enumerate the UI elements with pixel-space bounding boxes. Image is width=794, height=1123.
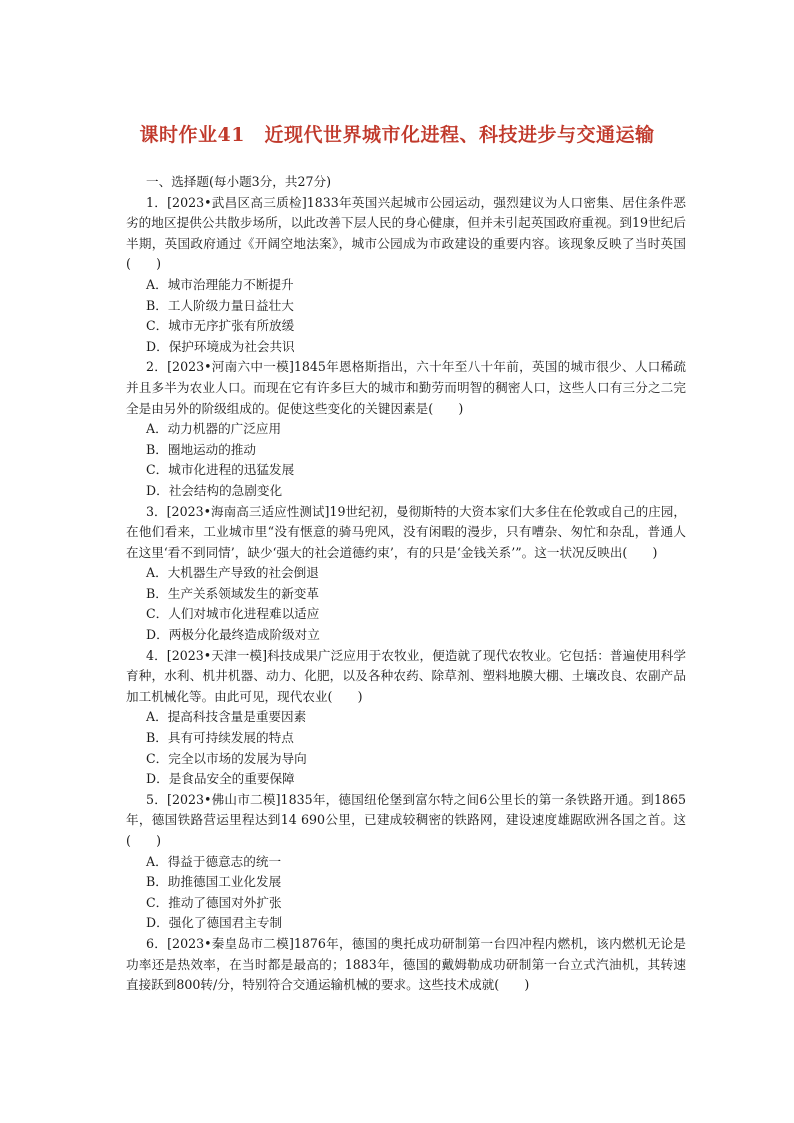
option-d: D．两极分化最终造成阶级对立 xyxy=(146,627,320,643)
section-heading: 一、选择题(每小题3分，共27分) xyxy=(146,174,331,189)
question-6 xyxy=(126,934,686,996)
option-c: C．城市无序扩张有所放缓 xyxy=(146,318,295,334)
option-b: B．工人阶级力量日益壮大 xyxy=(146,297,294,313)
option-a: A．城市治理能力不断提升 xyxy=(146,276,294,292)
question-1 xyxy=(126,193,686,358)
question-2 xyxy=(126,357,686,501)
option-d: D．保护环境成为社会共识 xyxy=(146,338,295,354)
question-4 xyxy=(126,646,686,790)
question-stem: 4．[2023•天津一模]科技成果广泛应用于农牧业，便造就了现代农牧业。它包括：普遍使用科学育种，水利、机井机器、动力、化肥，以及各种农药、除草剂、塑料地膜大棚、土壤改良、农副产品加工机械化等。由此可见，现代农业( ) xyxy=(126,647,686,704)
option-a: A．得益于德意志的统一 xyxy=(146,853,282,869)
question-stem: 5．[2023•佛山市二模]1835年，德国纽伦堡到富尔特之间6公里长的第一条铁路开通。到1865年，德国铁路营运里程达到14 690公里，已建成较稠密的铁路网，建设速度雄踞欧洲各国之首。这( ) xyxy=(126,791,686,848)
question-list xyxy=(126,172,686,996)
option-d: D．强化了德国君主专制 xyxy=(146,915,283,931)
page-title: 课时作业41 近现代世界城市化进程、科技进步与交通运输 xyxy=(139,124,655,146)
question-stem: 2．[2023•河南六中一模]1845年恩格斯指出，六十年至八十年前，英国的城市很少、人口稀疏并且多半为农业人口。而现在它有许多巨大的城市和勤劳而明智的稠密人口，这些人口有三分之二完全是由另外的阶级组成的。促使这些变化的关键因素是( ) xyxy=(126,359,686,416)
option-b: B．助推德国工业化发展 xyxy=(146,874,282,890)
option-d: D．社会结构的急剧变化 xyxy=(146,482,283,498)
option-c: C．推动了德国对外扩张 xyxy=(146,894,282,910)
option-b: B．生产关系领域发生的新变革 xyxy=(146,585,319,601)
option-c: C．完全以市场的发展为导向 xyxy=(146,750,307,766)
option-c: C．人们对城市化进程难以适应 xyxy=(146,606,320,622)
option-a: A．提高科技含量是重要因素 xyxy=(146,709,307,725)
question-3 xyxy=(126,502,686,646)
option-a: A．大机器生产导致的社会倒退 xyxy=(146,565,319,581)
question-stem: 6．[2023•秦皇岛市二模]1876年，德国的奥托成功研制第一台四冲程内燃机，该内燃机无论是功率还是热效率，在当时都是最高的；1883年，德国的戴姆勒成功研制第一台立式汽油机，其转速直接跃到800转/分，特别符合交通运输机械的要求。这些技术成就( ) xyxy=(126,935,686,993)
question-stem: 1．[2023•武昌区高三质检]1833年英国兴起城市公园运动，强烈建议为人口密集、居住条件恶劣的地区提供公共散步场所，以此改善下层人民的身心健康，但并未引起英国政府重视。到19世纪后半期，英国政府通过《开阔空地法案》，城市公园成为市政建设的重要内容。该现象反映了当时英国( ) xyxy=(126,194,686,272)
option-c: C．城市化进程的迅猛发展 xyxy=(146,462,295,478)
option-d: D．是食品安全的重要保障 xyxy=(146,771,295,787)
option-a: A．动力机器的广泛应用 xyxy=(146,421,282,437)
question-stem: 3．[2023•海南高三适应性测试]19世纪初，曼彻斯特的大资本家们大多住在伦敦或自己的庄园，在他们看来，工业城市里“没有惬意的骑马兜风，没有闲暇的漫步，只有嘈杂、匆忙和杂乱，普通人在这里‘看不到同情’，缺少‘强大的社会道德约束’，有的只是‘金钱关系’”。这一状况反映出( ) xyxy=(126,503,686,560)
option-b: B．圈地运动的推动 xyxy=(146,441,257,457)
question-5 xyxy=(126,790,686,934)
option-b: B．具有可持续发展的特点 xyxy=(146,730,294,746)
